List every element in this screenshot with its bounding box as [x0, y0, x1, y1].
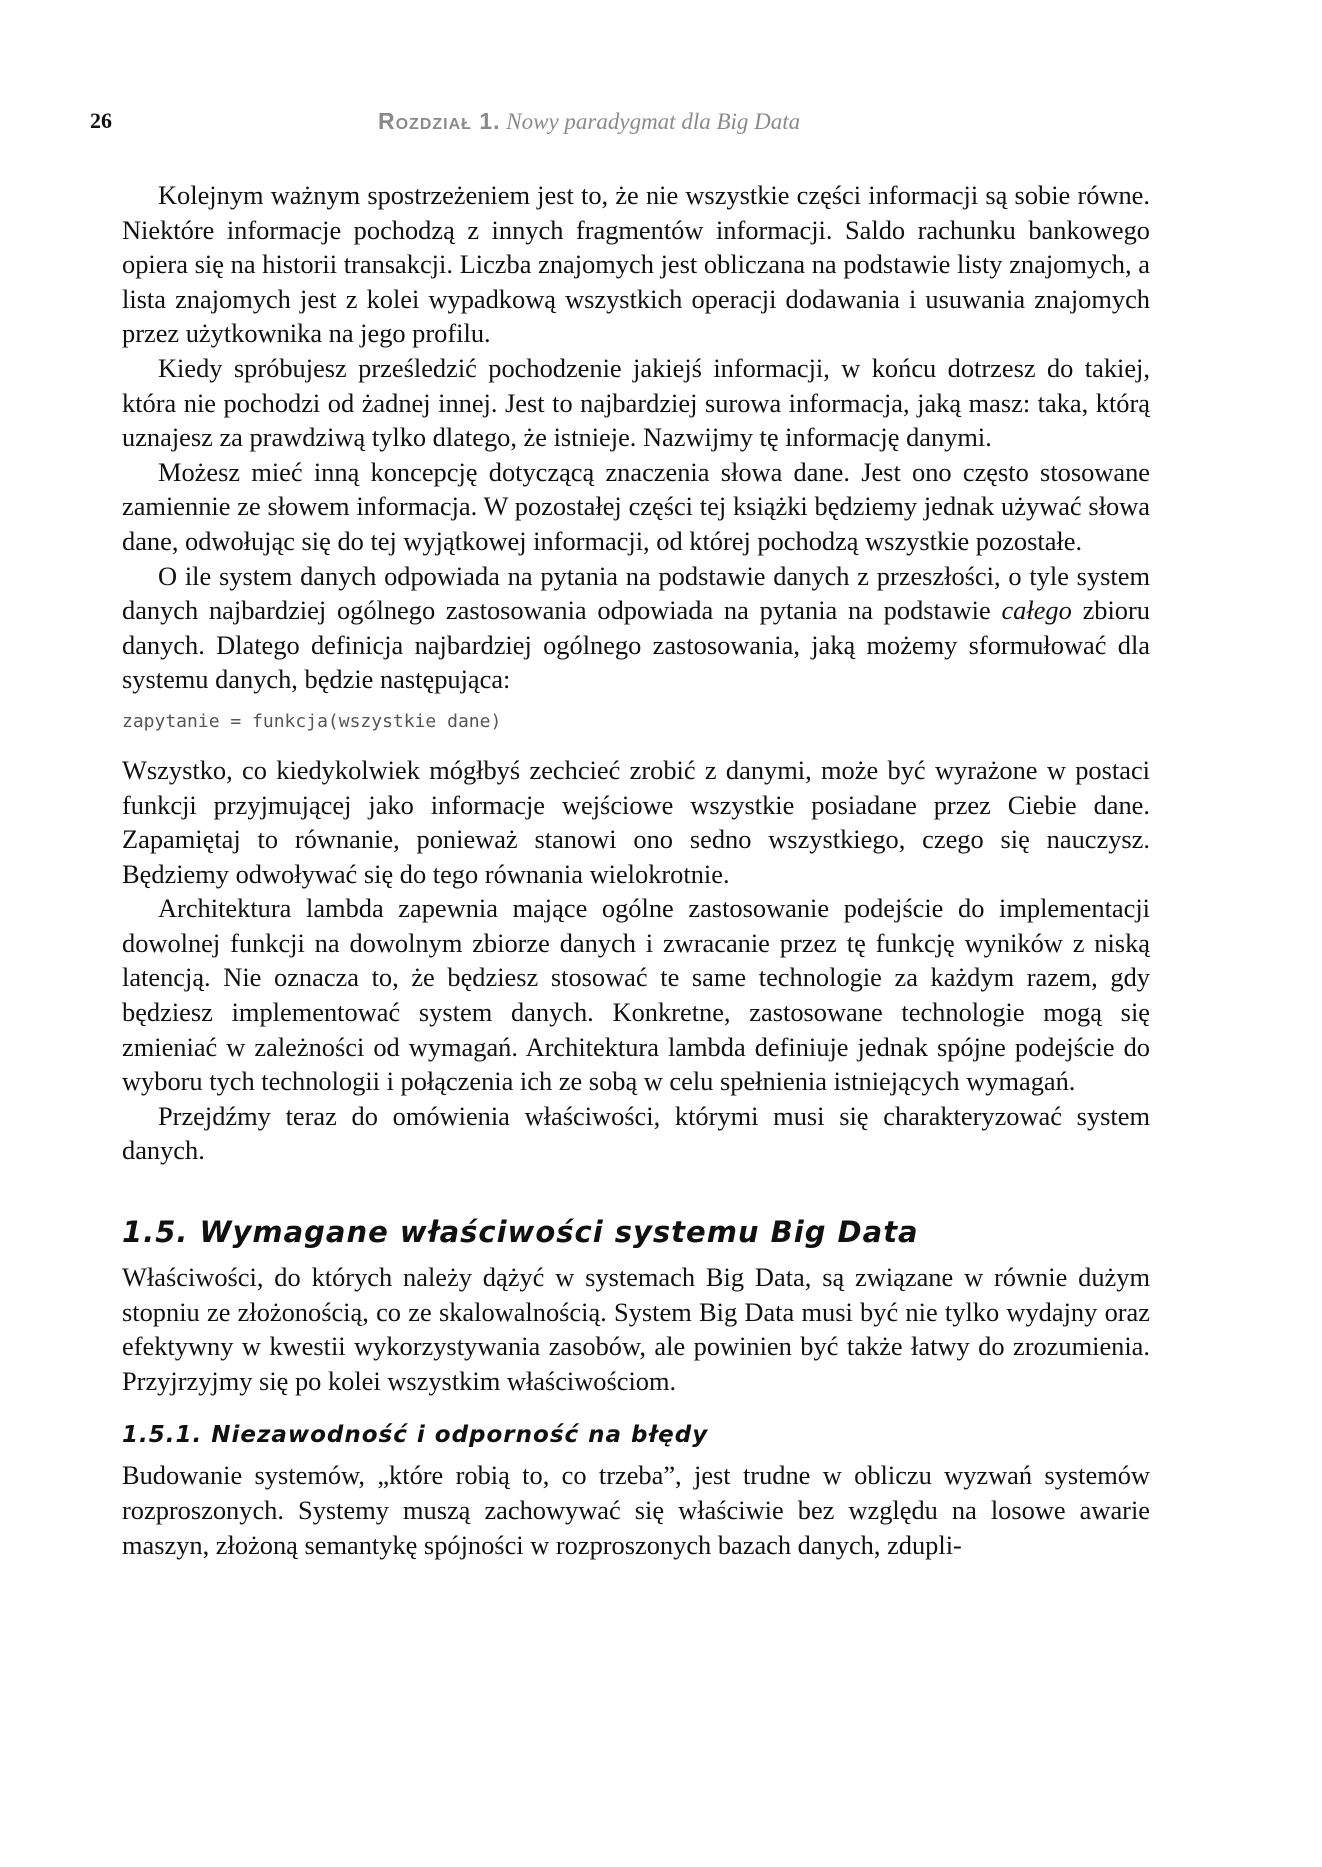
emphasis-text: całego: [1001, 595, 1072, 626]
code-line: zapytanie = funkcja(wszystkie dane): [122, 710, 502, 732]
section-paragraph: Właściwości, do których należy dążyć w systemach Big Data, są związane w równie dużym stopniu ze złożonością, co ze skalowalnością. System Big Data musi być nie tylko wydajny oraz efektywny w kwestii wykorzystywania zasobów, ale powinien być także łatwy do zrozumienia. Przyjrzyjmy się po kolei wszystkim właściwościom.: [122, 1262, 1150, 1396]
page-number: 26: [90, 108, 112, 133]
paragraph: Kiedy spróbujesz prześledzić pochodzenie jakiejś informacji, w końcu dotrzesz do takiej, która nie pochodzi od żadnej innej. Jest to najbardziej surowa informacja, jaką masz: taka, którą uznajesz za prawdziwą tylko dlatego, że istnieje. Nazwijmy tę informację danymi.: [122, 352, 1150, 453]
paragraph-text: zbioru danych. Dlatego definicja najbardziej ogólnego zastosowania, jaką możemy sformułować dla systemu danych, będzie następująca:: [122, 595, 1150, 695]
paragraph: Kolejnym ważnym spostrzeżeniem jest to, że nie wszystkie części informacji są sobie równe. Niektóre informacje pochodzą z innych fragmentów informacji. Saldo rachunku bankowego opiera się na historii transakcji. Liczba znajomych jest obliczana na podstawie listy znajomych, a lista znajomych jest z kolei wypadkową wszystkich operacji dodawania i usuwania znajomych przez użytkownika na jego profilu.: [122, 180, 1150, 349]
paragraph: Wszystko, co kiedykolwiek mógłbyś zechcieć zrobić z danymi, może być wyrażone w postaci funkcji przyjmującej jako informacje wejściowe wszystkie posiadane przez Ciebie dane. Zapamiętaj to równanie, ponieważ stanowi ono sedno wszystkiego, czego się nauczysz. Będziemy odwoływać się do tego równania wielokrotnie.: [122, 754, 1150, 889]
chapter-title: Nowy paradygmat dla Big Data: [506, 109, 801, 134]
subsection-paragraph: Budowanie systemów, „które robią to, co trzeba”, jest trudne w obliczu wyzwań systemów rozproszonych. Systemy muszą zachowywać się właściwie bez względu na losowe awarie maszyn, złożoną semantykę spójności w rozproszonych bazach danych, zdupli-: [122, 1460, 1150, 1560]
running-head: [378, 108, 800, 135]
paragraph: Możesz mieć inną koncepcję dotyczącą znaczenia słowa dane. Jest ono często stosowane zamiennie ze słowem informacja. W pozostałej części tej książki będziemy jednak używać słowa dane, odwołując się do tej wyjątkowej informacji, od której pochodzą wszystkie pozostałe.: [122, 456, 1150, 556]
paragraph: [122, 559, 1150, 697]
section-heading: 1.5. Wymagane właściwości systemu Big Data: [122, 1215, 919, 1250]
paragraph: Przejdźmy teraz do omówienia właściwości, którymi musi się charakteryzować system danych.: [122, 1100, 1150, 1166]
chapter-label: Rozdział 1.: [378, 108, 501, 134]
paragraph-text: O ile system danych odpowiada na pytania na podstawie danych z przeszłości, o tyle system danych najbardziej ogólnego zastosowania odpowiada na pytania na podstawie: [122, 560, 1150, 626]
page-body: [122, 178, 1150, 1562]
page-header: [90, 108, 1140, 142]
paragraph: Architektura lambda zapewnia mające ogólne zastosowanie podejście do implementacji dowolnej funkcji na dowolnym zbiorze danych i zwracanie przez tę funkcję wyników z niską latencją. Nie oznacza to, że będziesz stosować te same technologie za każdym razem, gdy będziesz implementować system danych. Konkretne, zastosowane technologie mogą się zmieniać w zależności od wymagań. Architektura lambda definiuje jednak spójne podejście do wyboru tych technologii i połączenia ich ze sobą w celu spełnienia istniejących wymagań.: [122, 893, 1150, 1097]
subsection-heading: 1.5.1. Niezawodność i odporność na błędy: [122, 1422, 709, 1449]
